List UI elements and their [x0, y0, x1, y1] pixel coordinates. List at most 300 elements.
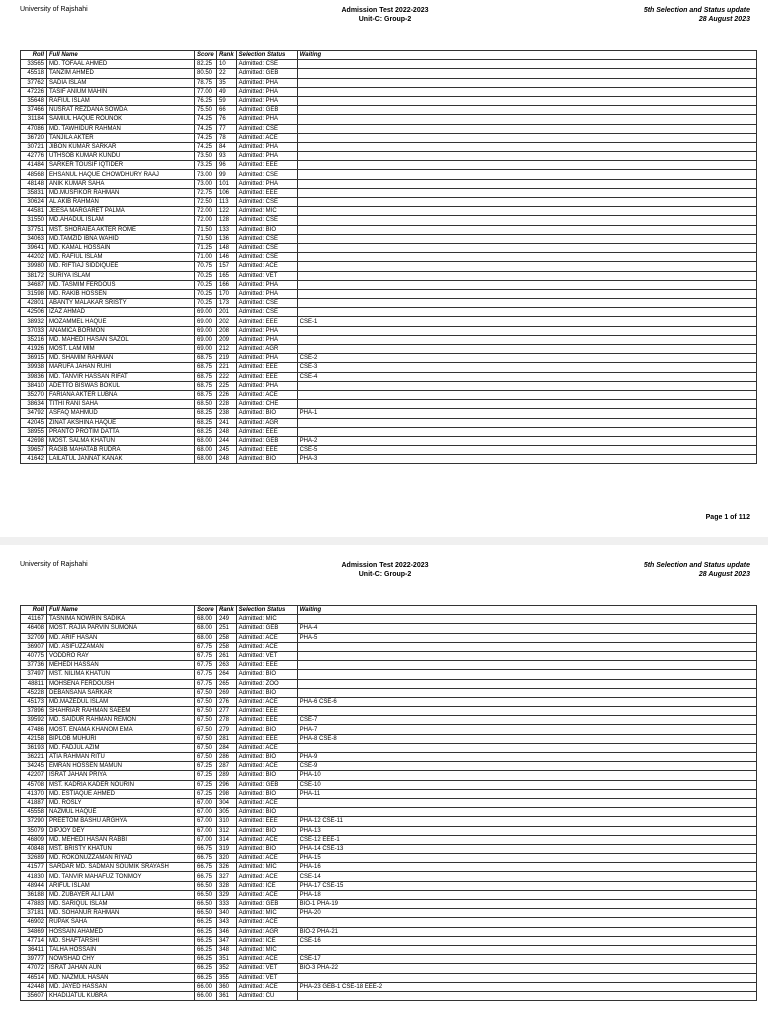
table-row — [21, 789, 757, 798]
cell-score: 66.25 — [195, 945, 217, 954]
cell-roll: 41887 — [21, 798, 47, 807]
cell-roll: 37466 — [21, 106, 47, 115]
cell-rank: 319 — [217, 844, 237, 853]
cell-selection-status: Admitted: CSE — [236, 216, 297, 225]
cell-waiting — [297, 326, 756, 335]
cell-score: 68.25 — [195, 418, 217, 427]
cell-roll: 47072 — [21, 964, 47, 973]
cell-full-name: ADETTO BISWAS BOKUL — [47, 381, 195, 390]
cell-selection-status: Admitted: MIC — [236, 909, 297, 918]
cell-score: 75.50 — [195, 106, 217, 115]
cell-waiting — [297, 60, 756, 69]
cell-waiting — [297, 170, 756, 179]
cell-waiting — [297, 661, 756, 670]
cell-selection-status: Admitted: CSE — [236, 299, 297, 308]
table-row — [21, 642, 757, 651]
cell-roll: 38634 — [21, 400, 47, 409]
cell-waiting — [297, 335, 756, 344]
cell-score: 68.75 — [195, 372, 217, 381]
cell-full-name: HOSSAIN AHAMED — [47, 927, 195, 936]
cell-full-name: TANJILA AKTER — [47, 133, 195, 142]
cell-selection-status: Admitted: ACE — [236, 955, 297, 964]
cell-score: 77.00 — [195, 87, 217, 96]
cell-selection-status: Admitted: BIO — [236, 753, 297, 762]
cell-score: 68.00 — [195, 455, 217, 464]
cell-selection-status: Admitted: PHA — [236, 289, 297, 298]
cell-full-name: MST. KADRIA KADER NOURIN — [47, 780, 195, 789]
table-row — [21, 179, 757, 188]
table-row — [21, 170, 757, 179]
cell-selection-status: Admitted: BIO — [236, 688, 297, 697]
cell-score: 80.50 — [195, 69, 217, 78]
cell-score: 73.50 — [195, 152, 217, 161]
cell-rank: 286 — [217, 753, 237, 762]
cell-rank: 209 — [217, 335, 237, 344]
cell-score: 66.75 — [195, 854, 217, 863]
cell-roll: 41926 — [21, 345, 47, 354]
cell-selection-status: Admitted: PHA — [236, 381, 297, 390]
cell-full-name: ATIA RAHMAN RITU — [47, 753, 195, 762]
table-row — [21, 661, 757, 670]
cell-full-name: MD. TANVIR MAHAFUZ TONMOY — [47, 872, 195, 881]
cell-selection-status: Admitted: GEB — [236, 436, 297, 445]
cell-score: 70.25 — [195, 299, 217, 308]
cell-rank: 84 — [217, 142, 237, 151]
cell-selection-status: Admitted: EEE — [236, 716, 297, 725]
cell-rank: 261 — [217, 651, 237, 660]
column-header-full-name: Full Name — [47, 51, 195, 60]
table-row — [21, 762, 757, 771]
column-header-roll: Roll — [21, 51, 47, 60]
table-row — [21, 670, 757, 679]
cell-selection-status: Admitted: GEB — [236, 624, 297, 633]
cell-full-name: EMRAN HOSSEN MAMUN — [47, 762, 195, 771]
document-page-2 — [0, 555, 768, 1024]
table-row — [21, 716, 757, 725]
table-row — [21, 817, 757, 826]
cell-selection-status: Admitted: ACE — [236, 854, 297, 863]
cell-full-name: ZINAT AKSHINA HAQUE — [47, 418, 195, 427]
table-row — [21, 844, 757, 853]
table-row — [21, 835, 757, 844]
cell-selection-status: Admitted: EEE — [236, 661, 297, 670]
cell-selection-status: Admitted: CSE — [236, 243, 297, 252]
cell-full-name: MOHSENA FERDOUSH — [47, 679, 195, 688]
cell-score: 66.25 — [195, 927, 217, 936]
cell-roll: 45173 — [21, 697, 47, 706]
cell-roll: 46902 — [21, 918, 47, 927]
cell-roll: 45518 — [21, 69, 47, 78]
cell-roll: 45708 — [21, 780, 47, 789]
cell-rank: 360 — [217, 982, 237, 991]
table-row — [21, 161, 757, 170]
cell-full-name: FARIANA AKTER LUBNA — [47, 390, 195, 399]
cell-rank: 314 — [217, 835, 237, 844]
table-row — [21, 927, 757, 936]
cell-selection-status: Admitted: AGR — [236, 418, 297, 427]
cell-full-name: MD. ESTIAQUE AHMED — [47, 789, 195, 798]
cell-roll: 47486 — [21, 725, 47, 734]
cell-rank: 265 — [217, 679, 237, 688]
status-title — [644, 561, 750, 579]
cell-rank: 106 — [217, 188, 237, 197]
cell-score: 72.00 — [195, 207, 217, 216]
cell-score: 66.25 — [195, 964, 217, 973]
table-row — [21, 945, 757, 954]
cell-waiting: PHA-23 GEB-1 CSE-18 EEE-2 — [297, 982, 756, 991]
cell-selection-status: Admitted: CSE — [236, 308, 297, 317]
cell-waiting — [297, 973, 756, 982]
cell-full-name: RUPAK SAHA — [47, 918, 195, 927]
cell-roll: 41577 — [21, 863, 47, 872]
cell-rank: 76 — [217, 115, 237, 124]
table-row — [21, 697, 757, 706]
cell-selection-status: Admitted: CU — [236, 991, 297, 1000]
cell-full-name: RAFIUL ISLAM — [47, 96, 195, 105]
cell-waiting: CSE-2 — [297, 354, 756, 363]
column-header-score: Score — [195, 606, 217, 615]
cell-roll: 44581 — [21, 207, 47, 216]
cell-rank: 219 — [217, 354, 237, 363]
cell-roll: 47086 — [21, 124, 47, 133]
cell-score: 68.00 — [195, 446, 217, 455]
cell-rank: 244 — [217, 436, 237, 445]
cell-roll: 39592 — [21, 716, 47, 725]
cell-selection-status: Admitted: ACE — [236, 835, 297, 844]
cell-roll: 42698 — [21, 436, 47, 445]
cell-full-name: MOST. RAJIA PARVIN SUMONA — [47, 624, 195, 633]
cell-waiting — [297, 69, 756, 78]
cell-waiting — [297, 271, 756, 280]
cell-selection-status: Admitted: ACE — [236, 633, 297, 642]
results-table — [20, 605, 757, 1001]
cell-score: 66.25 — [195, 955, 217, 964]
cell-full-name: MD. MAHEDI HASAN SAZOL — [47, 335, 195, 344]
cell-rank: 289 — [217, 771, 237, 780]
table-row — [21, 216, 757, 225]
cell-score: 68.25 — [195, 427, 217, 436]
cell-score: 68.75 — [195, 354, 217, 363]
cell-rank: 258 — [217, 642, 237, 651]
test-title — [300, 6, 470, 24]
cell-rank: 279 — [217, 725, 237, 734]
cell-selection-status: Admitted: BIO — [236, 808, 297, 817]
table-row — [21, 188, 757, 197]
cell-full-name: EHSANUL HAQUE CHOWDHURY RAAJ — [47, 170, 195, 179]
cell-roll: 47883 — [21, 900, 47, 909]
cell-rank: 340 — [217, 909, 237, 918]
table-row — [21, 326, 757, 335]
cell-score: 71.50 — [195, 225, 217, 234]
table-row — [21, 400, 757, 409]
cell-full-name: PREETOM BASHU ARGHYA — [47, 817, 195, 826]
cell-rank: 276 — [217, 697, 237, 706]
cell-selection-status: Admitted: PHA — [236, 115, 297, 124]
cell-waiting — [297, 651, 756, 660]
cell-full-name: TALHA HOSSAIN — [47, 945, 195, 954]
cell-full-name: MD. NAZMUL HASAN — [47, 973, 195, 982]
table-row — [21, 436, 757, 445]
cell-full-name: MOZAMMEL HAQUE — [47, 317, 195, 326]
cell-roll: 35216 — [21, 335, 47, 344]
cell-full-name: MD. SHAFTARSHI — [47, 936, 195, 945]
cell-rank: 284 — [217, 743, 237, 752]
cell-score: 66.25 — [195, 936, 217, 945]
cell-roll: 36915 — [21, 354, 47, 363]
cell-full-name: RAGIB MAHATAB RUDRA — [47, 446, 195, 455]
cell-full-name: SADIA ISLAM — [47, 78, 195, 87]
cell-score: 66.75 — [195, 872, 217, 881]
table-row — [21, 771, 757, 780]
cell-selection-status: Admitted: ACE — [236, 762, 297, 771]
table-row — [21, 390, 757, 399]
cell-selection-status: Admitted: ACE — [236, 798, 297, 807]
cell-waiting — [297, 615, 756, 624]
cell-score: 74.25 — [195, 142, 217, 151]
cell-full-name: MD. ASIFUZZAMAN — [47, 642, 195, 651]
cell-full-name: TASIF ANIUM MAHIN — [47, 87, 195, 96]
table-row — [21, 280, 757, 289]
cell-full-name: SAMIUL HAQUE ROUNOK — [47, 115, 195, 124]
cell-score: 67.00 — [195, 826, 217, 835]
cell-waiting: PHA-3 — [297, 455, 756, 464]
cell-roll: 46514 — [21, 973, 47, 982]
cell-roll: 31184 — [21, 115, 47, 124]
cell-roll: 48568 — [21, 170, 47, 179]
cell-roll: 42801 — [21, 299, 47, 308]
table-row — [21, 225, 757, 234]
test-title-line1: Admission Test 2022-2023 — [341, 7, 429, 14]
cell-score: 72.50 — [195, 198, 217, 207]
cell-full-name: SARKER TOUSIF IQTIDER — [47, 161, 195, 170]
cell-score: 67.00 — [195, 808, 217, 817]
cell-score: 68.00 — [195, 615, 217, 624]
cell-roll: 41370 — [21, 789, 47, 798]
cell-waiting — [297, 133, 756, 142]
cell-roll: 35079 — [21, 826, 47, 835]
cell-rank: 326 — [217, 863, 237, 872]
cell-waiting: PHA-5 — [297, 633, 756, 642]
cell-waiting: PHA-13 — [297, 826, 756, 835]
cell-selection-status: Admitted: ACE — [236, 982, 297, 991]
table-row — [21, 409, 757, 418]
cell-rank: 310 — [217, 817, 237, 826]
cell-waiting: PHA-17 CSE-15 — [297, 881, 756, 890]
cell-roll: 45558 — [21, 808, 47, 817]
cell-score: 67.25 — [195, 771, 217, 780]
cell-waiting: PHA-7 — [297, 725, 756, 734]
cell-selection-status: Admitted: VET — [236, 651, 297, 660]
cell-score: 67.75 — [195, 651, 217, 660]
cell-selection-status: Admitted: MIC — [236, 863, 297, 872]
cell-roll: 37033 — [21, 326, 47, 335]
table-row — [21, 289, 757, 298]
cell-score: 67.50 — [195, 707, 217, 716]
cell-full-name: LAILATUL JANNAT KANAK — [47, 455, 195, 464]
cell-roll: 42158 — [21, 734, 47, 743]
cell-waiting — [297, 299, 756, 308]
cell-score: 66.75 — [195, 863, 217, 872]
cell-score: 67.00 — [195, 798, 217, 807]
cell-rank: 298 — [217, 789, 237, 798]
cell-roll: 39938 — [21, 363, 47, 372]
cell-selection-status: Admitted: AGR — [236, 345, 297, 354]
cell-selection-status: Admitted: MIC — [236, 945, 297, 954]
cell-waiting — [297, 106, 756, 115]
cell-waiting — [297, 225, 756, 234]
cell-score: 67.00 — [195, 835, 217, 844]
cell-full-name: ARIFUL ISLAM — [47, 881, 195, 890]
cell-roll: 37762 — [21, 78, 47, 87]
cell-full-name: MD. TOFAAL AHMED — [47, 60, 195, 69]
status-title-line1: 5th Selection and Status update — [643, 7, 750, 14]
cell-selection-status: Admitted: GEB — [236, 780, 297, 789]
cell-score: 66.25 — [195, 973, 217, 982]
cell-rank: 49 — [217, 87, 237, 96]
cell-roll: 42776 — [21, 152, 47, 161]
cell-waiting — [297, 945, 756, 954]
cell-full-name: AL AKIB RAHMAN — [47, 198, 195, 207]
cell-full-name: MD. KAMAL HOSSAIN — [47, 243, 195, 252]
cell-waiting: CSE-12 EEE-1 — [297, 835, 756, 844]
cell-full-name: MD. RAKIB HOSSEN — [47, 289, 195, 298]
cell-full-name: MST. NILIMA KHATUN — [47, 670, 195, 679]
cell-score: 69.00 — [195, 317, 217, 326]
cell-waiting — [297, 188, 756, 197]
cell-waiting — [297, 743, 756, 752]
table-row — [21, 299, 757, 308]
cell-score: 69.00 — [195, 308, 217, 317]
cell-rank: 96 — [217, 161, 237, 170]
cell-roll: 34869 — [21, 927, 47, 936]
cell-rank: 296 — [217, 780, 237, 789]
cell-waiting — [297, 427, 756, 436]
cell-score: 67.75 — [195, 670, 217, 679]
cell-waiting — [297, 124, 756, 133]
cell-rank: 328 — [217, 881, 237, 890]
status-title — [644, 6, 750, 24]
cell-waiting — [297, 381, 756, 390]
cell-score: 67.75 — [195, 642, 217, 651]
cell-rank: 35 — [217, 78, 237, 87]
cell-full-name: MD. ROKONUZZAMAN RIYAD — [47, 854, 195, 863]
cell-rank: 146 — [217, 253, 237, 262]
cell-rank: 238 — [217, 409, 237, 418]
cell-waiting: CSE-10 — [297, 780, 756, 789]
cell-roll: 37290 — [21, 817, 47, 826]
cell-selection-status: Admitted: PHA — [236, 280, 297, 289]
cell-selection-status: Admitted: PHA — [236, 96, 297, 105]
table-row — [21, 964, 757, 973]
table-row — [21, 890, 757, 899]
cell-roll: 37751 — [21, 225, 47, 234]
cell-full-name: MOST. LAM MIM — [47, 345, 195, 354]
cell-full-name: ASFAQ MAHMUD — [47, 409, 195, 418]
cell-score: 67.50 — [195, 734, 217, 743]
cell-selection-status: Admitted: EEE — [236, 188, 297, 197]
cell-roll: 34063 — [21, 234, 47, 243]
cell-selection-status: Admitted: PHA — [236, 142, 297, 151]
cell-selection-status: Admitted: ACE — [236, 642, 297, 651]
table-header-row — [21, 606, 757, 615]
cell-selection-status: Admitted: ACE — [236, 890, 297, 899]
cell-score: 67.75 — [195, 661, 217, 670]
cell-waiting: PHA-15 — [297, 854, 756, 863]
cell-rank: 248 — [217, 455, 237, 464]
cell-rank: 226 — [217, 390, 237, 399]
cell-rank: 245 — [217, 446, 237, 455]
column-header-roll: Roll — [21, 606, 47, 615]
cell-roll: 34687 — [21, 280, 47, 289]
cell-rank: 264 — [217, 670, 237, 679]
cell-waiting — [297, 243, 756, 252]
cell-roll: 47714 — [21, 936, 47, 945]
table-row — [21, 262, 757, 271]
cell-roll: 37497 — [21, 670, 47, 679]
table-row — [21, 624, 757, 633]
cell-rank: 241 — [217, 418, 237, 427]
cell-full-name: IZAZ AHMAD — [47, 308, 195, 317]
cell-waiting — [297, 308, 756, 317]
cell-selection-status: Admitted: EEE — [236, 363, 297, 372]
cell-roll: 44202 — [21, 253, 47, 262]
cell-selection-status: Admitted: PHA — [236, 152, 297, 161]
cell-waiting — [297, 96, 756, 105]
cell-full-name: MST. BRISTY KHATUN — [47, 844, 195, 853]
cell-waiting: PHA-6 CSE-6 — [297, 697, 756, 706]
cell-waiting: PHA-9 — [297, 753, 756, 762]
cell-roll: 35607 — [21, 991, 47, 1000]
cell-rank: 113 — [217, 198, 237, 207]
cell-score: 66.75 — [195, 844, 217, 853]
cell-score: 68.00 — [195, 633, 217, 642]
table-row — [21, 688, 757, 697]
cell-selection-status: Admitted: VET — [236, 964, 297, 973]
university-name: University of Rajshahi — [20, 561, 88, 568]
cell-waiting — [297, 78, 756, 87]
cell-full-name: DIPJOY DEY — [47, 826, 195, 835]
cell-waiting — [297, 161, 756, 170]
cell-score: 78.75 — [195, 78, 217, 87]
cell-waiting: PHA-2 — [297, 436, 756, 445]
cell-full-name: SURIYA ISLAM — [47, 271, 195, 280]
cell-selection-status: Admitted: CSE — [236, 124, 297, 133]
table-row — [21, 198, 757, 207]
cell-selection-status: Admitted: BIO — [236, 771, 297, 780]
cell-waiting — [297, 207, 756, 216]
cell-roll: 41642 — [21, 455, 47, 464]
cell-roll: 40775 — [21, 651, 47, 660]
cell-full-name: MD. TASMIM FERDOUS — [47, 280, 195, 289]
cell-full-name: MD.TAMZID IBNA WAHID — [47, 234, 195, 243]
cell-score: 66.50 — [195, 909, 217, 918]
cell-waiting — [297, 991, 756, 1000]
table-header-row — [21, 51, 757, 60]
cell-score: 68.00 — [195, 436, 217, 445]
cell-rank: 228 — [217, 400, 237, 409]
cell-waiting — [297, 642, 756, 651]
cell-waiting: PHA-16 — [297, 863, 756, 872]
cell-rank: 347 — [217, 936, 237, 945]
cell-roll: 38932 — [21, 317, 47, 326]
cell-selection-status: Admitted: EEE — [236, 817, 297, 826]
cell-waiting: BIO-2 PHA-21 — [297, 927, 756, 936]
cell-rank: 277 — [217, 707, 237, 716]
table-row — [21, 900, 757, 909]
cell-selection-status: Admitted: EEE — [236, 427, 297, 436]
cell-full-name: NAZMUL HAQUE — [47, 808, 195, 817]
table-row — [21, 418, 757, 427]
